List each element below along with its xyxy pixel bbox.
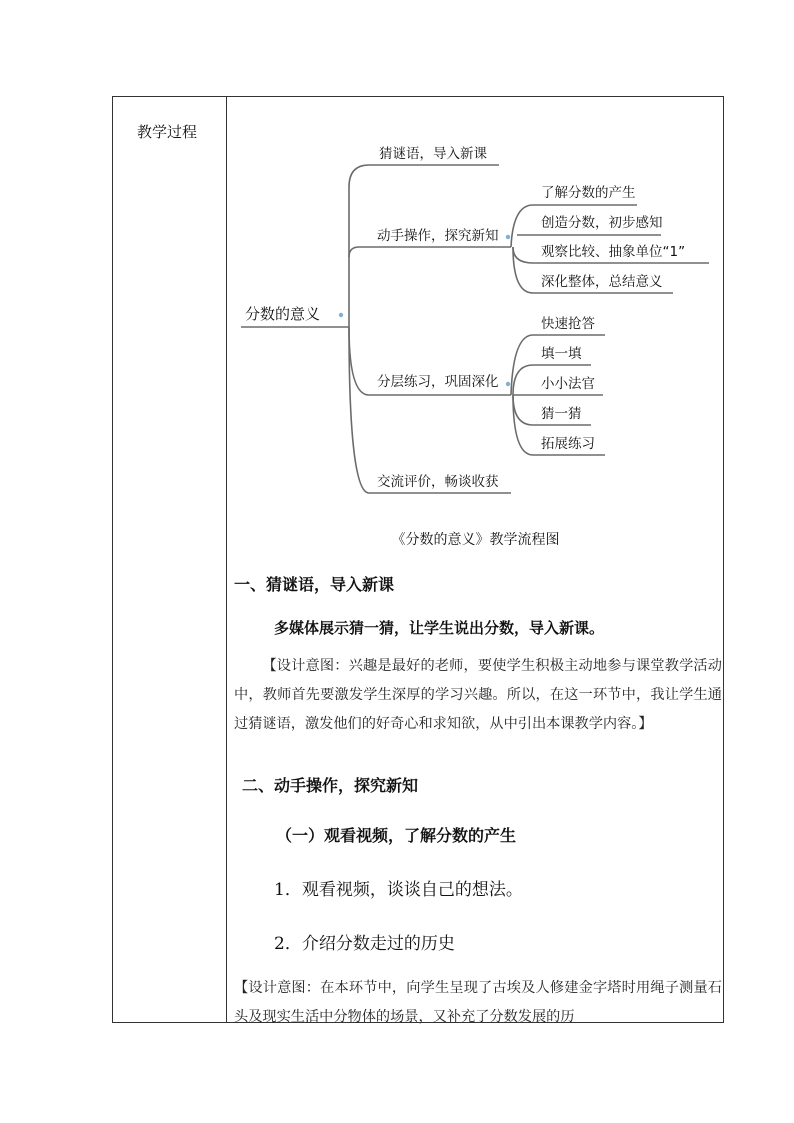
mm-branch-line-2 [349,247,511,257]
design-intent-1: 【设计意图：兴趣是最好的老师，要使学生积极主动地参与课堂教学活动中，教师首先要激发学生深厚的学习兴趣。所以，在这一环节中，我让学生通过猜谜语，激发他们的好奇心和求知欲，从中引出本课教学内容。】 [234,658,722,732]
mm-branch-3: 分层练习，巩固深化 [377,374,499,390]
sub-heading-1: （一）观看视频，了解分数的产生 [276,826,517,845]
section-heading-2: 二、动手操作，探究新知 [242,776,419,795]
mm-child-3-4: 猜一猜 [541,406,582,422]
section-heading-1: 一、猜谜语，导入新课 [234,575,395,594]
mm-branch-line-4 [349,327,511,493]
mm-child-2-3: 观察比较、抽象单位“1” [541,244,686,260]
mm-branch-4: 交流评价，畅谈收获 [377,474,499,490]
mm-branch-line-1 [349,165,499,327]
mm-child-3-1: 快速抢答 [541,316,595,332]
figure-caption: 《分数的意义》教学流程图 [391,532,560,548]
mm-child-3-2: 填一填 [541,346,582,362]
section-1-text: 多媒体展示猜一猜，让学生说出分数，导入新课。 [274,619,605,637]
design-intent-2: 【设计意图：在本环节中，向学生呈现了古埃及人修建金字塔时用绳子测量石头及现实生活中分物体的场景，又补充了分数发展的历 [234,980,722,1025]
lesson-plan-table [112,96,724,1023]
mm-child-3-3: 小小法官 [541,376,595,392]
mm-child-3-5: 拓展练习 [541,436,595,452]
mm-child-2-2: 创造分数，初步感知 [541,215,663,231]
mm-branch-1: 猜谜语，导入新课 [379,146,487,162]
mind-map [113,97,723,517]
mm-root: 分数的意义 [245,305,321,323]
mm-child-2-4: 深化整体，总结意义 [541,274,663,290]
mm-branch-2: 动手操作，探究新知 [377,228,499,244]
mm-child-2-1: 了解分数的产生 [541,185,636,201]
row-label: 教学过程 [137,123,198,141]
list-item: 2．介绍分数走过的历史 [274,934,455,954]
list-item: 1．观看视频，谈谈自己的想法。 [274,880,523,900]
